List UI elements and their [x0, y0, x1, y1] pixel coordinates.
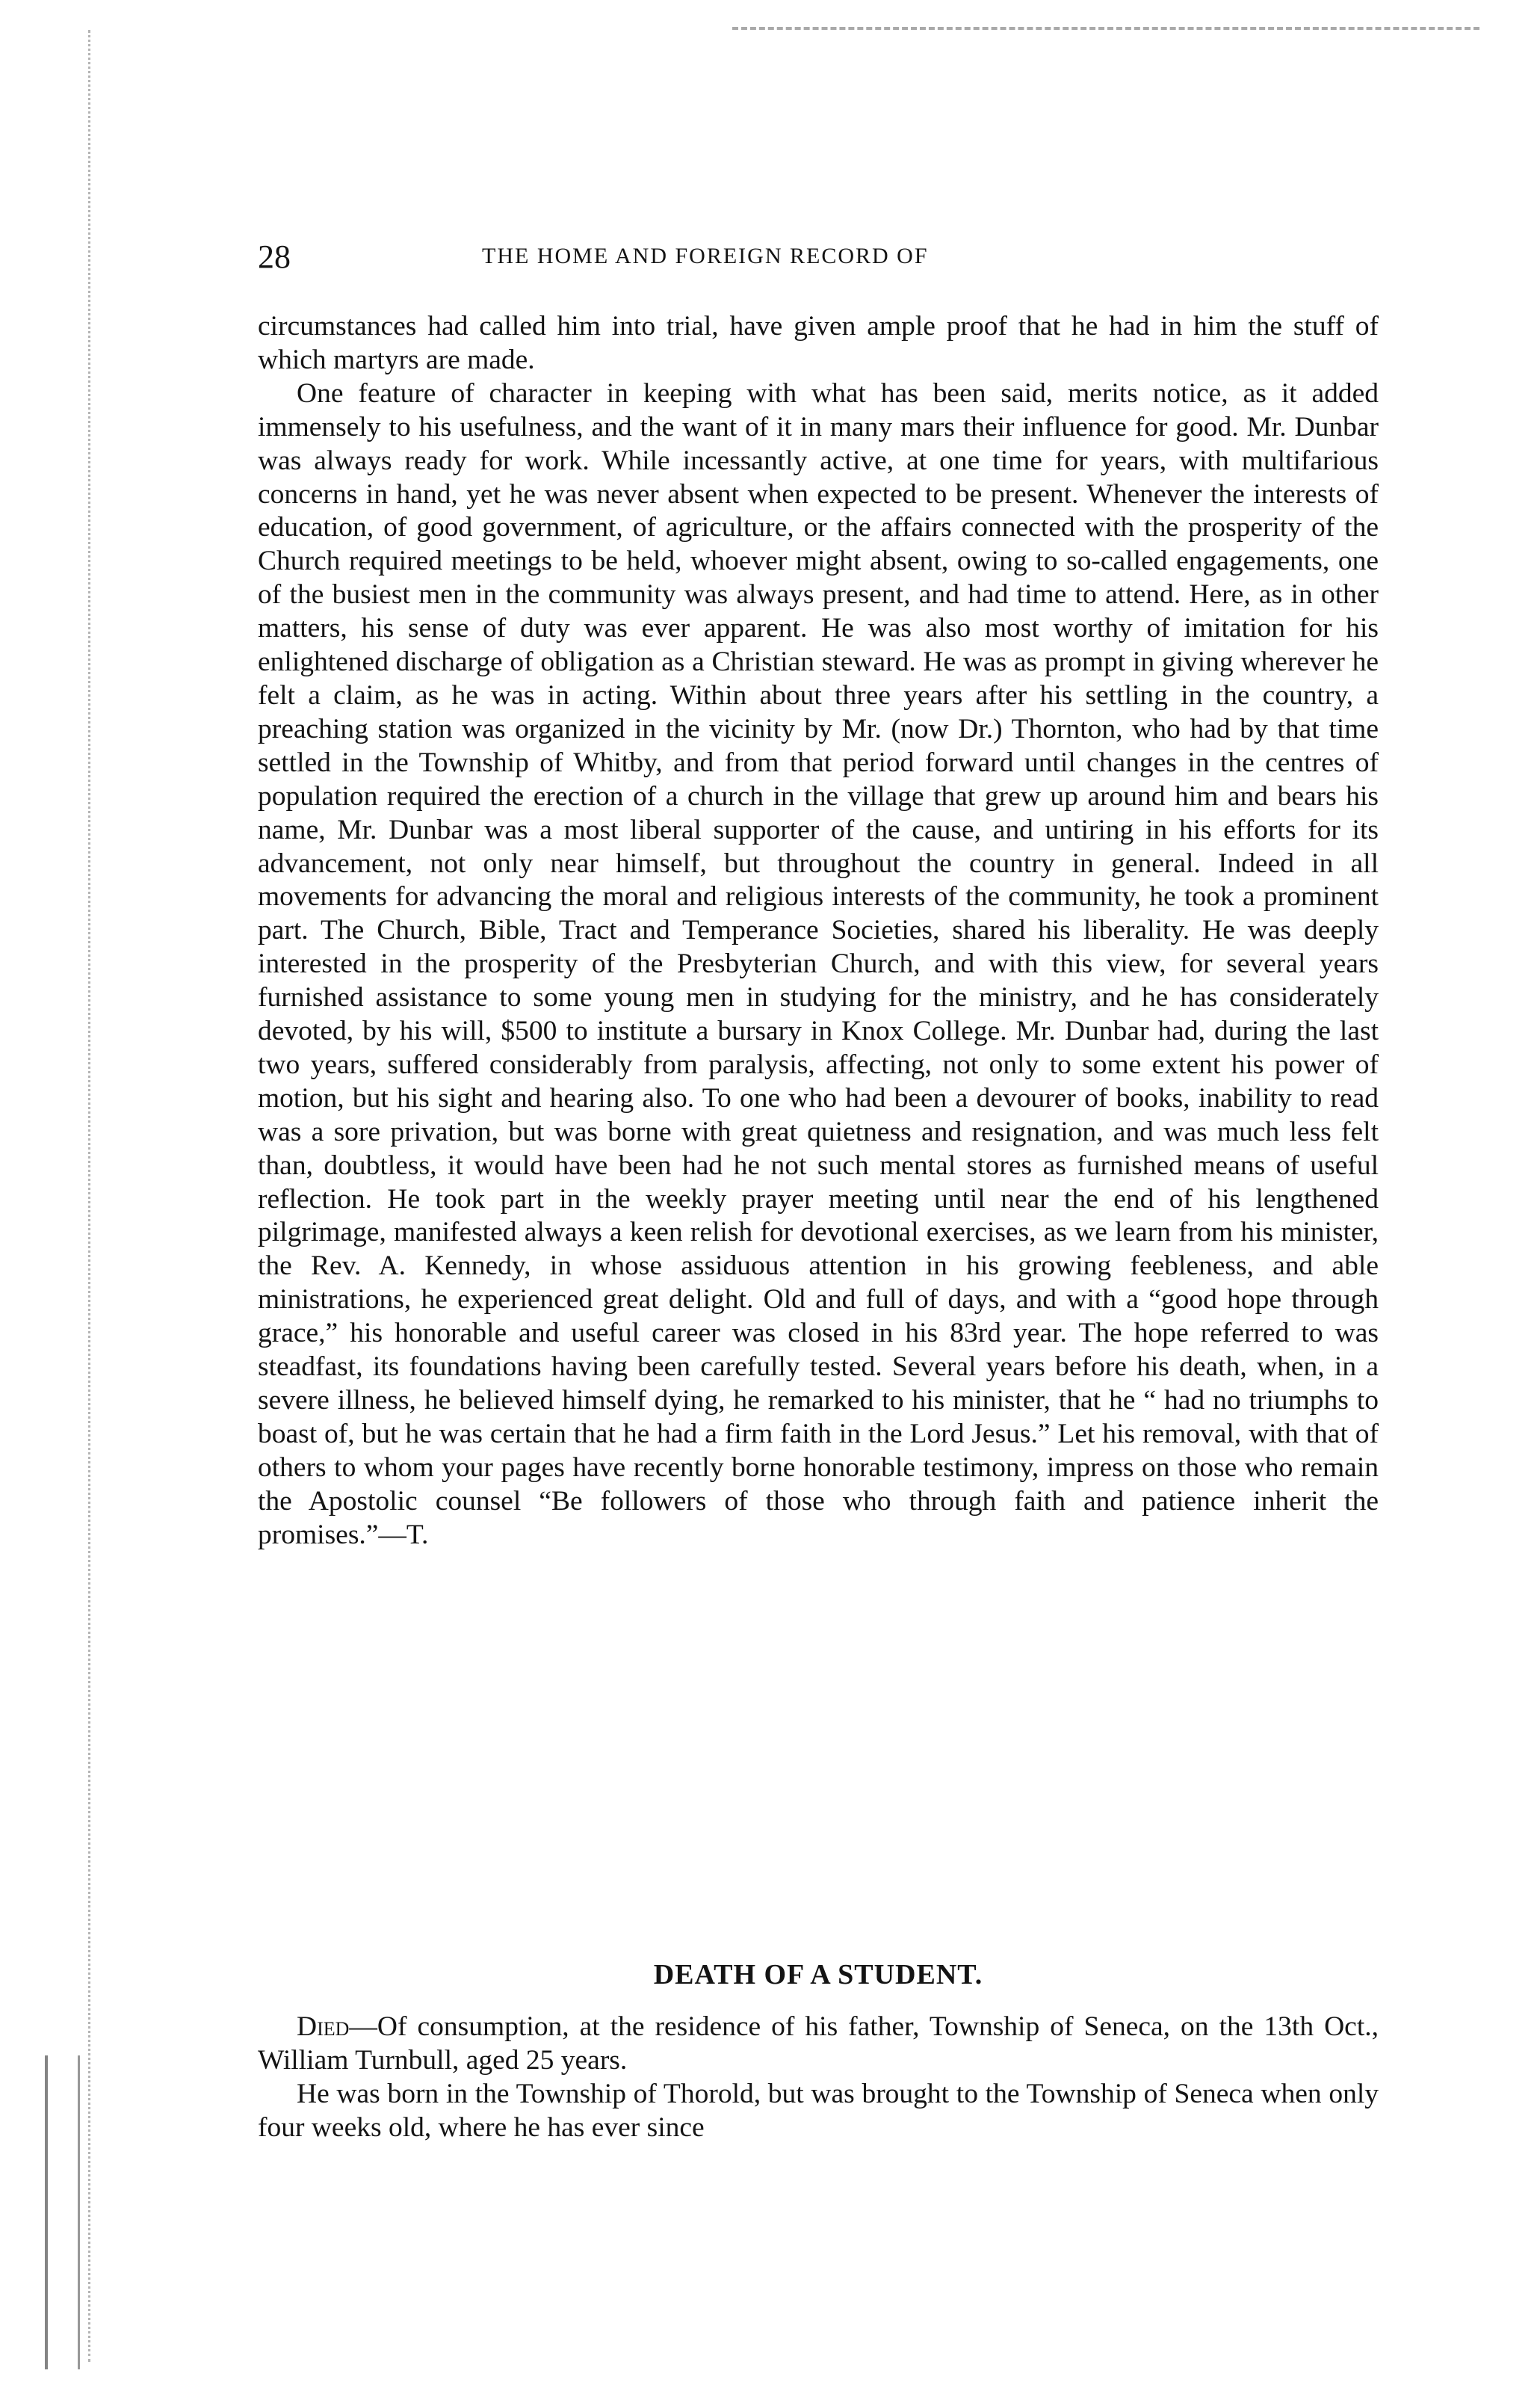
article-paragraph-1: circumstances had called him into trial, have given ample proof that he had in him the stuff of which martyrs are made. [258, 311, 1379, 375]
section-body [258, 2011, 1379, 2145]
article-paragraph-2: One feature of character in keeping with what has been said, merits notice, as it added immensely to his usefulness, and the want of it in many mars their influence for good. Mr. Dunbar was always ready for work. While incessantly active, at one time for years, with multifarious concerns in hand, yet he was never absent when expected to be present. Whenever the interests of education, of good government, of agriculture, or the affairs connected with the prosperity of the Church required meetings to be held, whoever might absent, owing to so-called engagements, one of the busiest men in the community was always present, and had time to attend. Here, as in other matters, his sense of duty was ever apparent. He was also most worthy of imitation for his enlightened discharge of obligation as a Christian steward. He was as prompt in giving wherever he felt a claim, as he was in acting. Within about three years after his settling in the country, a preaching station was organized in the vicinity by Mr. (now Dr.) Thornton, who had by that time settled in the Township of Whitby, and from that period forward until changes in the centres of population required the erection of a church in the village that grew up around him and bears his name, Mr. Dunbar was a most liberal supporter of the cause, and untiring in his efforts for its advancement, not only near himself, but throughout the country in general. Indeed in all movements for advancing the moral and religious interests of the community, he took a prominent part. The Church, Bible, Tract and Temperance Societies, shared his liberality. He was deeply interested in the prosperity of the Presbyterian Church, and with this view, for several years furnished assistance to some young men in studying for the ministry, and he has considerately devoted, by his will, $500 to institute a bursary in Knox College. Mr. Dunbar had, during the last two years, suffered considerably from paralysis, affecting, not only to some extent his power of motion, but his sight and hearing also. To one who had been a devourer of books, inability to read was a sore privation, but was borne with great quietness and resignation, and was much less felt than, doubtless, it would have been had he not such mental stores as furnished means of useful reflection. He took part in the weekly prayer meeting until near the end of his lengthened pilgrimage, manifested always a keen relish for devotional exercises, as we learn from his minister, the Rev. A. Kennedy, in whose assiduous attention in his growing feebleness, and able ministrations, he experienced great delight. Old and full of days, and with a “good hope through grace,” his honorable and useful career was closed in his 83rd year. The hope referred to was steadfast, its foundations having been carefully tested. Several years before his death, when, in a severe illness, he believed himself dying, he remarked to his minister, that he “ had no triumphs to boast of, but he was certain that he had a firm faith in the Lord Jesus.” Let his removal, with that of others to whom your pages have recently borne honorable testimony, impress on those who remain the Apostolic counsel “Be followers of those who through faith and patience inherit the promises.”—T. [258, 377, 1379, 1550]
scan-margin-mark [88, 30, 95, 2362]
running-head: THE HOME AND FOREIGN RECORD OF [482, 244, 929, 268]
page-header [258, 238, 1379, 283]
section-paragraph-1 [258, 2011, 1379, 2078]
page-number: 28 [258, 238, 291, 275]
died-label: Died [297, 2011, 350, 2042]
scan-binding-mark [45, 2055, 80, 2369]
section-heading: DEATH OF A STUDENT. [653, 1959, 983, 1990]
section-paragraph-1-text: —Of consumption, at the residence of his father, Township of Seneca, on the 13th Oct., William Turnbull, aged 25 years. [258, 2011, 1379, 2076]
scan-top-mark [732, 27, 1479, 30]
section-paragraph-2: He was born in the Township of Thorold, but was brought to the Township of Seneca when only four weeks old, where he has ever since [258, 2078, 1379, 2143]
article-body [258, 310, 1379, 1552]
